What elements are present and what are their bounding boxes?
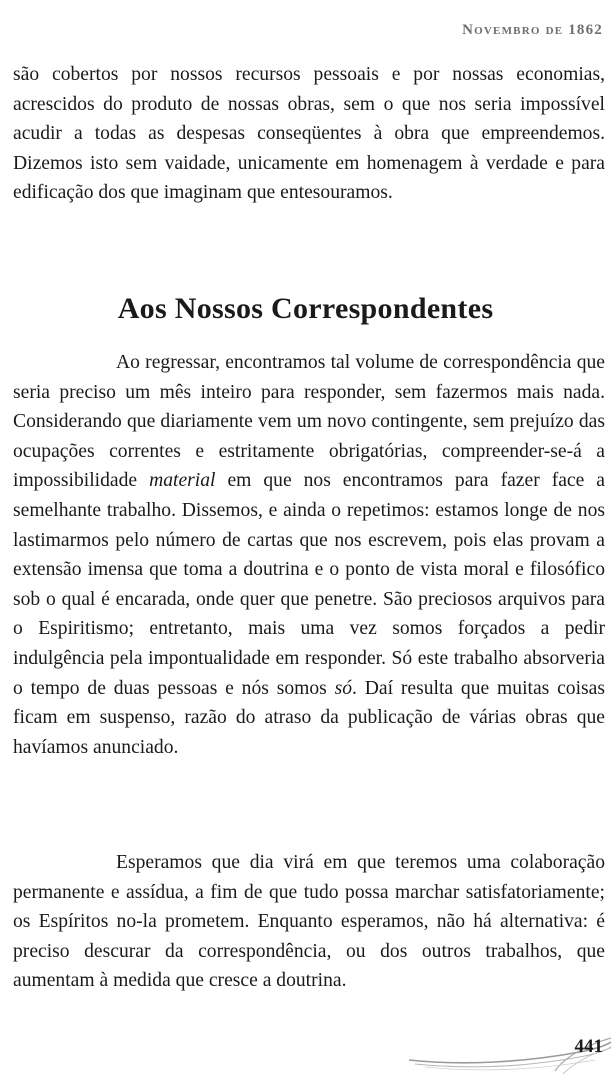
paragraph-2 [13, 348, 605, 762]
italic-material: material [149, 470, 216, 492]
paragraph-1: são cobertos por nossos recursos pessoais e por nossas economias, acrescidos do produto de nossas obras, sem o que nos seria impossível acudir a todas as despesas conseqüentes à obra que empreendemos. Dizemos isto sem vaidade, unicamente em homenagem à verdade e para edificação dos que imaginam que entesouramos. [13, 64, 605, 204]
paragraph-2-part-3: . Daí resulta que muitas coisas ficam em suspenso, razão do atraso da publicação de várias obras que havíamos anunciado. [13, 677, 605, 758]
running-header: Novembro de 1862 [462, 22, 603, 38]
italic-so: só [334, 677, 353, 699]
paragraph-block-2 [13, 348, 605, 762]
paragraph-continuation [13, 60, 605, 208]
section-heading: Aos Nossos Correspondentes [117, 292, 494, 325]
paragraph-2-part-1: Ao regressar, encontramos tal volume de correspondência que seria preciso um mês inteiro para responder, sem fazermos mais nada. Considerando que diariamente vem um novo contingente, sem prejuízo das ocupações correntes e estritamente obrigatórias, compreender-se-á a impossibilidade [13, 352, 605, 492]
page-number: 441 [574, 1036, 603, 1057]
paragraph-3: Esperamos que dia virá em que teremos uma colaboração permanente e assídua, a fim de que tudo possa marchar satisfatoriamente; os Espíritos no-la prometem. Enquanto esperamos, não há alternativa: é preciso descurar da correspondência, ou dos outros trabalhos, que aumentam à medida que cresce a doutrina. [13, 852, 605, 992]
paragraph-2-part-2: em que nos encontramos para fazer face a semelhante trabalho. Dissemos, e ainda o repetimos: estamos longe de nos lastimarmos pelo número de cartas que nos escrevem, pois elas provam a extensão imensa que toma a doutrina e o ponto de vista moral e filosófico sob o qual é encarada, onde quer que penetre. São preciosos arquivos para o Espiritismo; entretanto, mais uma vez somos forçados a pedir indulgência pela impontualidade em responder. Só este trabalho absorveria o tempo de duas pessoas e nós somos [13, 470, 605, 699]
paragraph-block-3 [13, 848, 605, 996]
